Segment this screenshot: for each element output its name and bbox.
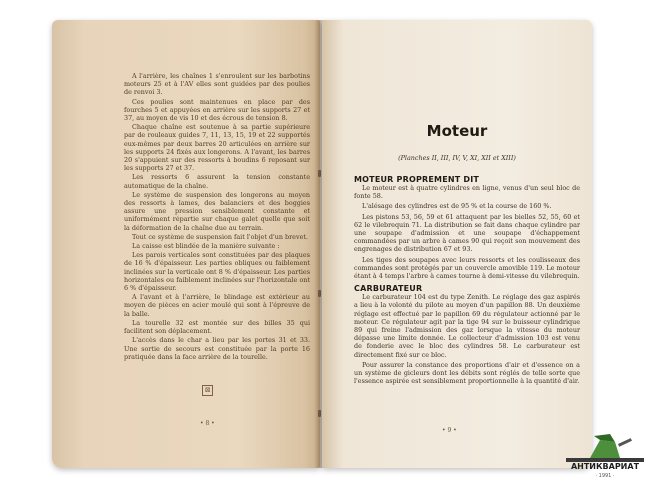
page-title: Moteur: [426, 122, 488, 140]
paragraph: Les ressorts 6 assurent la tension constante automatique de la chaîne.: [124, 173, 310, 190]
paragraph: La tourelle 32 est montée sur des billes 35 qui facilitent son déplacement.: [124, 318, 310, 336]
watermark-year: · 1991 ·: [595, 473, 615, 479]
paragraph: A l'arrière, les chaînes 1 s'enroulent sur les barbotins moteurs 25 et à l'AV elles sont guidées par des poulies de renvoi 3.: [124, 72, 310, 97]
paragraph: Le système de suspension des longerons au moyen des ressorts à lames, des balanciers et des boggies assure une pression sensiblement constante et uniformément répartie sur chaque galet quelle que soit la déformation de la chaîne due au terrain.: [124, 190, 310, 232]
watermark-text: АНТИКВАРИАТ: [570, 462, 640, 471]
section-heading: CARBURATEUR: [354, 284, 423, 294]
stitch-mark: [318, 290, 321, 297]
page-subtitle: (Planches II, III, IV, V, XI, XII et XIII): [398, 154, 516, 162]
paragraph: Les pistons 53, 56, 59 et 61 attaquent par les bielles 52, 55, 60 et 62 le vilebrequin 71. La distribution se fait dans chaque cylindre par une soupape d'admission et une soupape d'échappement commandées par un arbre à cames 90 qui reçoit son mouvement des engrenages de distribution 67 et 93.: [354, 212, 580, 254]
paragraph: Tout ce système de suspension fait l'objet d'un brevet.: [132, 232, 308, 241]
booklet: [52, 20, 592, 468]
section-heading: MOTEUR PROPREMENT DIT: [354, 175, 480, 184]
left-page-text: [124, 72, 310, 362]
left-page: [52, 20, 320, 468]
page-number: • 8 •: [200, 420, 215, 427]
paragraph: Les tiges des soupapes avec leurs ressorts et les coulisseaux des commandes sont protégés par un couvercle amovible 119. Le moteur étant à 4 temps l'arbre à cames tourne à demi-vitesse du vilebrequin.: [354, 255, 580, 281]
paragraph: Ces poulies sont maintenues en place par des fourches 5 et appuyées en arrière sur les supports 27 et 37, au moyen de vis 10 et des écrous de tension 8.: [124, 97, 310, 123]
page-number: • 9 •: [442, 427, 457, 434]
paragraph: Chaque chaîne est soutenue à sa partie supérieure par de rouleaux guides 7, 11, 13, 15, 19 et 22 supportés eux-mêmes par deux barres 20 articulées en arrière sur les supports 24 fixés aux longerons. A l'avant, les barres 20 s'appuient sur des ressorts à boudins 6 reposant sur les supports 27 et 37.: [124, 123, 310, 173]
paragraph: L'alésage des cylindres est de 95 % et la course de 160 %.: [362, 202, 552, 211]
paragraph: Le moteur est à quatre cylindres en ligne, venus d'un seul bloc de fonte 58.: [354, 184, 580, 201]
paragraph: Le carburateur 104 est du type Zenith. Le réglage des gaz aspirés a lieu à la volonté du pilote au moyen d'un papillon 88. Un deuxième réglage est effectué par le papillon 69 du régulateur actionné par le moteur. Ce régulateur agit par la tige 94 sur le buisseur cylindrique 89 qui freine l'admission des gaz lorsque la vitesse du moteur dépasse une limite donnée. Le collecteur d'admission 103 est venu de fonderie avec le bloc des cylindres 58. Le carburateur est directement fixé sur ce bloc.: [354, 293, 580, 359]
paragraph: A l'avant et à l'arrière, le blindage est extérieur au moyen de pièces en acier moulé qui sont à l'épreuve de la balle.: [124, 293, 310, 318]
right-page-text: [354, 175, 580, 387]
right-page: [322, 20, 592, 468]
paragraph: L'accès dans le char a lieu par les portes 31 et 33. Une sortie de secours est constituée par la porte 16 pratiquée dans la face arrière de la tourelle.: [124, 336, 310, 361]
watermark-emblem-icon: [560, 432, 650, 464]
paragraph: La caisse est blindée de la manière suivante :: [132, 242, 280, 251]
stitch-mark: [318, 170, 321, 177]
paragraph: Les parois verticales sont constituées par des plaques de 16 % d'épaisseur. Les parties obliques ou faiblement inclinées sur la verticale ont 8 % d'épaisseur. Les parties horizontales ou faiblement inclinées sur l'horizontale ont 6 % d'épaisseur.: [124, 251, 310, 293]
watermark-logo: [560, 432, 650, 488]
ornament-icon: ⊠: [202, 385, 213, 396]
stitch-mark: [318, 410, 321, 417]
paragraph: Pour assurer la constance des proportions d'air et d'essence on a un système de gicleurs dont les débits sont réglés de telle sorte que l'essence aspirée est sensiblement proportionnelle à la quantité d'air.: [354, 360, 580, 386]
